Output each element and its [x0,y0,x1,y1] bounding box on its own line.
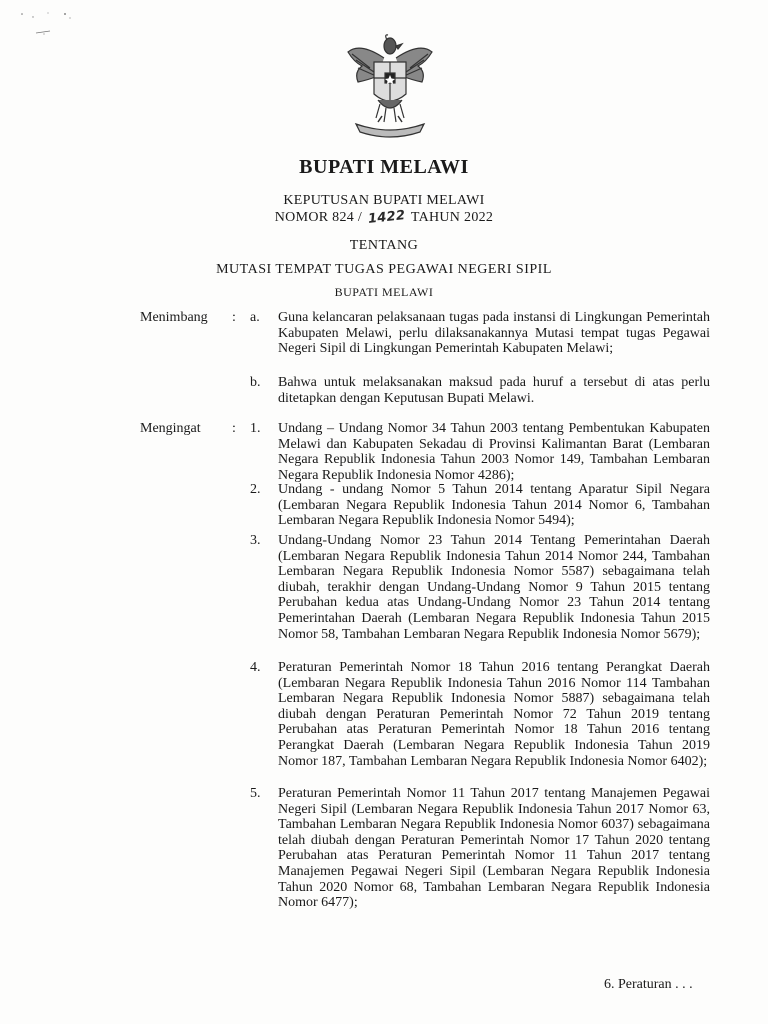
list-item-text: Undang-Undang Nomor 23 Tahun 2014 Tentang Pemerintahan Daerah (Lembaran Negara Republik Indonesia Tahun 2014 Nomor 244, Tambahan Lembaran Negara Republik Indonesia Nomor 5587) sebagaimana telah diubah, terakhir dengan Undang-Undang Nomor 9 Tahun 2015 tentang Perubahan kedua atas Undang-Undang Nomor 23 Tahun 2014 tentang Pemerintahan Daerah (Lembaran Negara Republik Indonesia Tahun 2015 Nomor 58, Tambahan Lembaran Negara Republik Indonesia Nomor 5679); [278,533,710,642]
decree-title: KEPUTUSAN BUPATI MELAWI [283,193,485,208]
decree-number [0,210,768,226]
list-item-text: Bahwa untuk melaksanakan maksud pada huruf a tersebut di atas perlu ditetapkan dengan Keputusan Bupati Melawi. [278,375,710,406]
decree-number-suffix: TAHUN 2022 [410,210,494,225]
list-item-text: Peraturan Pemerintah Nomor 11 Tahun 2017 tentang Manajemen Pegawai Negeri Sipil (Lembaran Negara Republik Indonesia Tahun 2017 Nomor 63, Tambahan Lembaran Negara Republik Indonesia Nomor 6037) sebagaimana telah diubah dengan Peraturan Pemerintah Nomor 17 Tahun 2020 tentang Perubahan atas Peraturan Pemerintah Nomor 11 Tahun 2017 tentang Manajemen Pegawai Negeri Sipil (Lembaran Negara Republik Indonesia Tahun 2020 Nomor 68, Tambahan Lembaran Negara Republik Indonesia Nomor 6477); [278,786,710,911]
list-item [250,482,710,529]
next-page-reference: 6. Peraturan . . . [604,977,693,992]
scan-specks [18,8,88,48]
list-item [250,310,710,357]
list-marker: 3. [250,533,261,548]
list-item [250,533,710,642]
list-item [250,660,710,769]
menimbang-colon: : [232,310,236,325]
list-marker: 4. [250,660,261,675]
list-marker: 2. [250,482,261,497]
list-marker: a. [250,310,260,325]
issuer-heading: BUPATI MELAWI [334,285,434,299]
document-title: BUPATI MELAWI [299,156,469,178]
menimbang-label: Menimbang [140,310,208,325]
list-item-text: Undang – Undang Nomor 34 Tahun 2003 tentang Pembentukan Kabupaten Melawi dan Kabupaten Sekadau di Provinsi Kalimantan Barat (Lembaran Negara Republik Indonesia Tahun 2003 Nomor 149, Tambahan Lembaran Negara Republik Indonesia Nomor 4286); [278,421,710,483]
list-item [250,786,710,911]
decree-number-prefix: NOMOR 824 / [274,210,363,225]
list-item-text: Undang - undang Nomor 5 Tahun 2014 tentang Aparatur Sipil Negara (Lembaran Negara Republik Indonesia Tahun 2014 Nomor 6, Tambahan Lembaran Negara Republik Indonesia Nomor 5494); [278,482,710,529]
list-item [250,421,710,483]
list-item [250,375,710,406]
mengingat-colon: : [232,421,236,436]
list-item-text: Guna kelancaran pelaksanaan tugas pada instansi di Lingkungan Pemerintah Kabupaten Melawi, perlu dilaksanakannya Mutasi tempat tugas Pegawai Negeri Sipil di Lingkungan Pemerintah Kabupaten Melawi; [278,310,710,357]
decree-number-handwritten: 1422 [367,208,406,227]
tentang-heading: TENTANG [349,238,419,253]
garuda-pancasila-emblem-icon [340,32,440,140]
list-item-text: Peraturan Pemerintah Nomor 18 Tahun 2016 tentang Perangkat Daerah (Lembaran Negara Republik Indonesia Tahun 2016 Nomor 114 Tambahan Lembaran Negara Republik Indonesia Nomor 5887) sebagaimana telah diubah dengan Peraturan Pemerintah Nomor 72 Tahun 2019 tentang Perubahan atas Peraturan Pemerintah Nomor 18 Tahun 2016 tentang Perangkat Daerah (Lembaran Negara Republik Indonesia Tahun 2019 Nomor 187, Tambahan Lembaran Negara Republik Indonesia Nomor 6402); [278,660,710,769]
decree-subject: MUTASI TEMPAT TUGAS PEGAWAI NEGERI SIPIL [216,262,552,277]
list-marker: 1. [250,421,261,436]
mengingat-label: Mengingat [140,421,201,436]
list-marker: 5. [250,786,261,801]
list-marker: b. [250,375,261,390]
